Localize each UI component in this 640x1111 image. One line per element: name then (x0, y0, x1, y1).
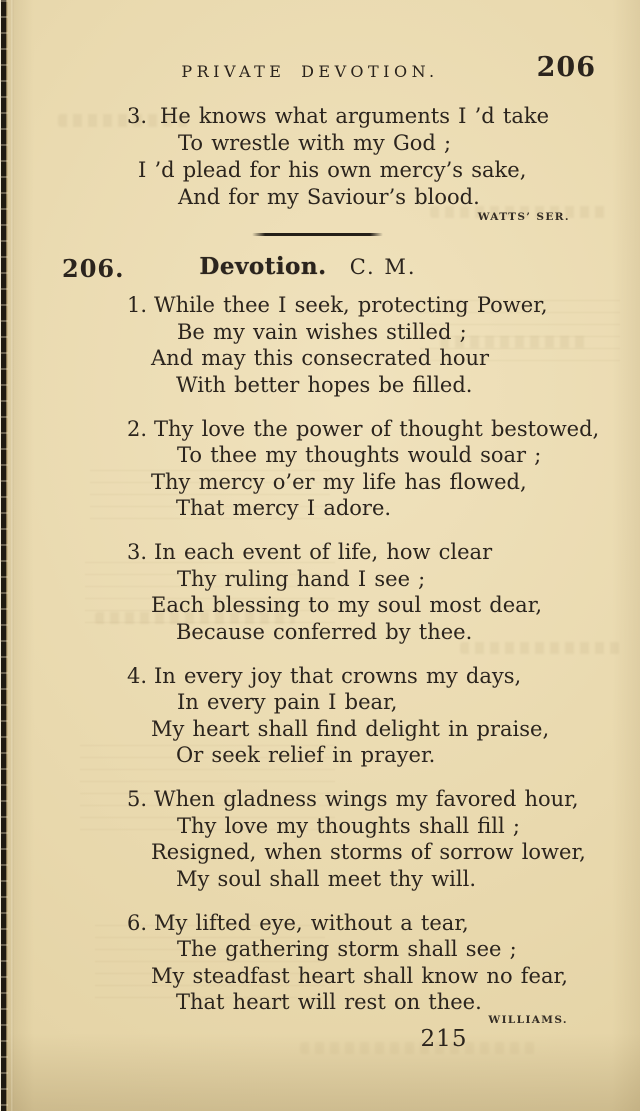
stanza-line: My steadfast heart shall know no fear, (151, 963, 568, 988)
page-number: 215 (420, 1026, 468, 1052)
stanza-line: That heart will rest on thee. (176, 990, 482, 1014)
section-divider-rule (252, 233, 383, 236)
hymn-stanza-1 (127, 292, 607, 398)
stanza-line: Each blessing to my soul most dear, (151, 593, 543, 617)
stanza-line: He knows what arguments I ’d take (160, 104, 550, 128)
attribution-watts: WATTS’ SER. (477, 211, 570, 223)
stanza-line: Thy love the power of thought bestowed, (154, 416, 600, 441)
hymn-stanza-2 (127, 416, 607, 522)
stanza-line: Be my vain wishes stilled ; (177, 319, 467, 344)
stanza-number: 6. (127, 910, 148, 935)
hymn-heading (0, 253, 616, 280)
hymn-stanzas (127, 292, 607, 1033)
hymn-stanza-5 (127, 786, 607, 892)
stanza-line: To thee my thoughts would soar ; (177, 443, 542, 467)
stanza-line: And for my Saviour’s blood. (178, 185, 480, 209)
stanza-number: 2. (127, 416, 148, 441)
stanza-line: I ’d plead for his own mercy’s sake, (138, 158, 527, 182)
stanza-line: In every pain I bear, (177, 690, 398, 714)
stanza-line: Resigned, when storms of sorrow lower, (151, 840, 586, 864)
stanza-line: My heart shall find delight in praise, (151, 716, 550, 741)
stanza-line: My soul shall meet thy will. (176, 866, 476, 891)
stanza-line: Thy love my thoughts shall fill ; (177, 813, 520, 838)
stanza-line: While thee I seek, protecting Power, (154, 293, 548, 317)
stanza-line: And may this consecrated hour (151, 346, 490, 370)
stanza-line: Thy ruling hand I see ; (177, 566, 426, 591)
previous-hymn-stanza (127, 103, 597, 211)
running-page-number: 206 (536, 52, 596, 83)
stanza-number: 3. (127, 540, 148, 564)
running-header: PRIVATE DEVOTION. (181, 62, 439, 81)
stanza-number: 4. (127, 663, 148, 688)
stanza-line: In each event of life, how clear (154, 540, 493, 564)
stanza-line: Thy mercy o’er my life has flowed, (151, 469, 527, 494)
stanza-line: The gathering storm shall see ; (177, 937, 517, 961)
page-crease (11, 0, 14, 1111)
attribution-williams: WILLIAMS. (488, 1014, 568, 1026)
hymn-stanza-3 (127, 539, 607, 645)
stanza-number: 3. (127, 104, 148, 128)
hymn-stanza-4 (127, 663, 607, 769)
hymn-stanza-6 (127, 910, 607, 1016)
stanza-number: 1. (127, 293, 148, 317)
stanza-line: When gladness wings my favored hour, (154, 787, 579, 811)
stanza-line: In every joy that crowns my days, (154, 663, 522, 688)
book-binding-edge (0, 0, 8, 1111)
stanza-line: With better hopes be filled. (176, 372, 473, 397)
stanza-line: Because conferred by thee. (176, 619, 473, 644)
stanza-line: Or seek relief in prayer. (176, 743, 436, 767)
hymn-title: Devotion. (199, 253, 327, 280)
stanza-line: My lifted eye, without a tear, (154, 910, 469, 935)
hymn-meter: C. M. (349, 255, 417, 279)
stanza-line: To wrestle with my God ; (178, 131, 452, 155)
stanza-number: 5. (127, 787, 148, 811)
stanza-line: That mercy I adore. (176, 496, 392, 520)
hymn-number: 206. (62, 254, 125, 283)
